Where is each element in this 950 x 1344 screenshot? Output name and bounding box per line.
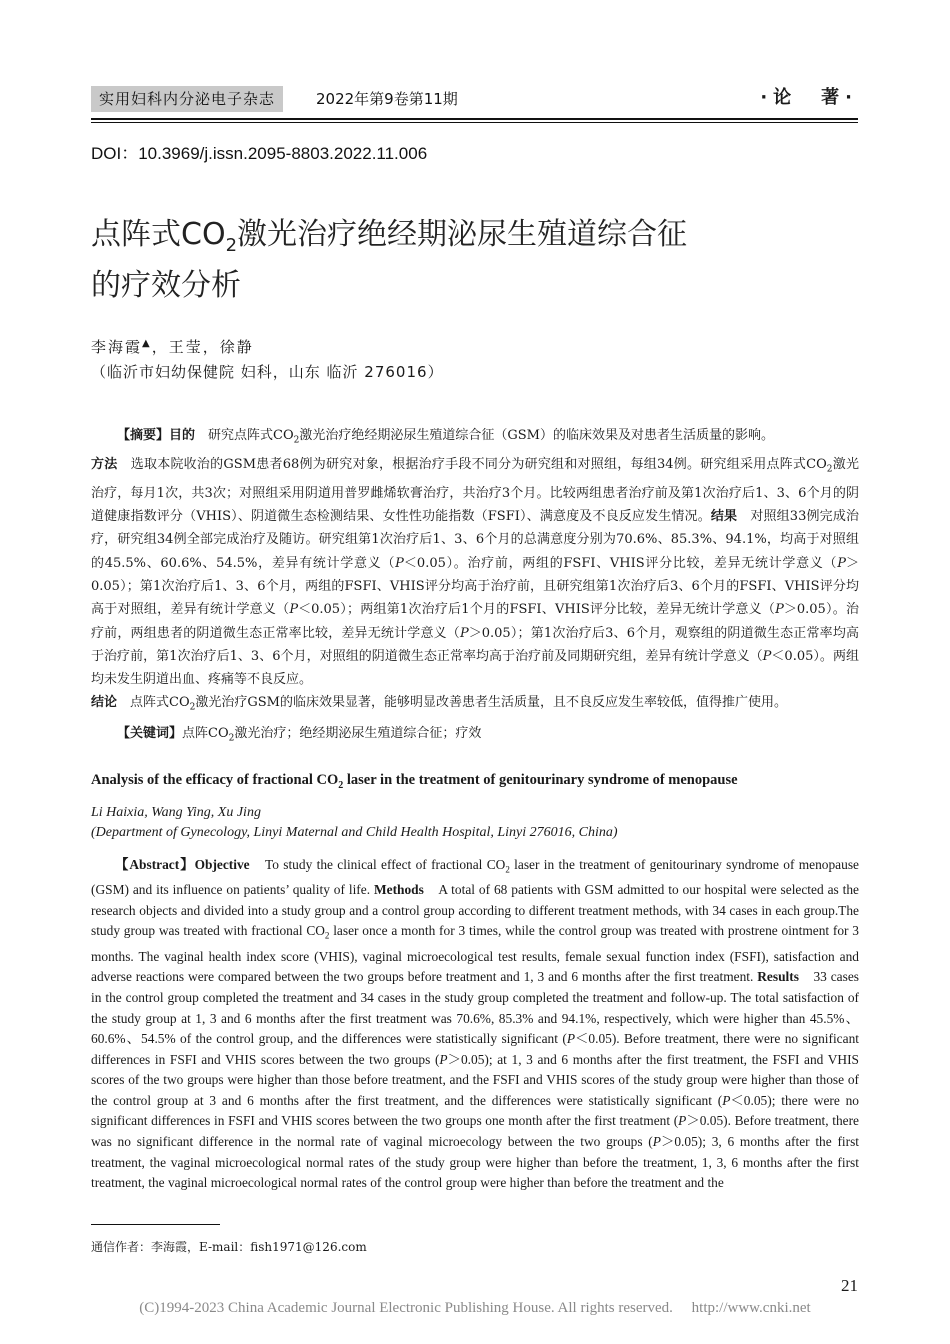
en-title-a: Analysis of the efficacy of fractional CO — [91, 772, 339, 788]
objective-sub: 2 — [293, 435, 300, 446]
copyright-notice: (C)1994-2023 China Academic Journal Electronic Publishing House. All rights reserved. http://www.cnki.net — [139, 1300, 811, 1316]
label-results: 结果 — [710, 509, 738, 525]
english-authors: Li Haixia, Wang Ying, Xu Jing — [91, 805, 261, 820]
results-text-6: ＞0.05）；第1次治疗后3、6个月，观察组的阴道微生态正常率均高于治疗前，第1次治疗后1、3、6个月，对照组的阴道微生态正常率均高于治疗前及同期研究组，差异有统计学意义（ — [91, 625, 859, 664]
label-methods: 方法 — [91, 456, 118, 472]
en-p-symbol: P — [439, 1051, 448, 1067]
corresponding-marker: ▲ — [142, 338, 152, 349]
title-part2: 激光治疗绝经期泌尿生殖道综合征 — [237, 217, 688, 252]
cn-abstract-paragraph — [91, 424, 859, 720]
en-label-abstract: 【Abstract】 — [115, 857, 195, 872]
keywords-text-b: 激光治疗；绝经期泌尿生殖道综合征；疗效 — [234, 726, 482, 742]
english-affiliation: (Department of Gynecology, Linyi Maternal and Child Health Hospital, Linyi 276016, China) — [91, 825, 618, 840]
en-objective-b: laser in the treatment of genitourinary syndrome of menopause (GSM) and its influence on patients’ quality of life. — [91, 857, 859, 898]
en-p-symbol: P — [722, 1092, 731, 1108]
en-results-4: ＜0.05); there were no significant differences in FSFI and VHIS scores between the two groups one month after the first treatment ( — [91, 1092, 860, 1129]
results-text-3: ＞0.05）；第1次治疗后1、3、6个月，两组的FSFI、VHIS评分均高于治疗前，且研究组第1次治疗后3、6个月的FSFI、VHIS评分均高于对照组，差异有统计学意义（ — [91, 555, 859, 618]
conclusion-text-b: 激光治疗GSM的临床效果显著，能够明显改善患者生活质量，且不良反应发生率较低，值得推广使用。 — [195, 695, 787, 711]
title-line2: 的疗效分析 — [91, 268, 241, 303]
affiliation: （临沂市妇幼保健院 妇科，山东 临沂 276016） — [91, 363, 444, 381]
methods-text-b: 激光治疗，每月1次，共3次；对照组采用阴道用普罗雌烯软膏治疗，共治疗3个月。比较两组患者治疗前及第1次治疗后1、3、6个月的阴道健康指数评分（VHIS）、阴道微生态检测结果、女性性功能指数（FSFI）、满意度及不良反应发生情况。 — [91, 456, 859, 525]
header-rule-thick — [91, 118, 858, 120]
objective-text-a: 研究点阵式CO — [195, 428, 294, 443]
en-title-sub: 2 — [338, 779, 344, 791]
results-text-4: ＜0.05）；两组第1次治疗后1个月的FSFI、VHIS评分比较，差异无统计学意义（ — [298, 602, 776, 618]
authors — [91, 336, 254, 357]
en-p-symbol: P — [678, 1113, 687, 1129]
en-label-results: Results — [757, 969, 799, 985]
p-symbol: P — [762, 648, 772, 664]
en-methods-a: A total of 68 patients with GSM admitted to our hospital were selected as the research objects and divided into a study group and a control group according to different treatment methods, with 34 cases in each group.The study group was treated with fractional CO — [91, 882, 860, 939]
label-abstract: 【摘要】 — [117, 428, 170, 443]
en-results-2: ＜0.05). Before treatment, there were no significant differences in FSFI and VHIS scores between the two groups ( — [91, 1031, 859, 1067]
footnote-rule — [91, 1224, 220, 1225]
keywords-text-a: 点阵CO — [182, 726, 229, 742]
results-text-2: ＜0.05）。治疗前，两组的FSFI、VHIS评分比较，差异无统计学意义（ — [403, 555, 838, 571]
english-title — [91, 772, 871, 791]
p-symbol: P — [837, 555, 846, 571]
page-number: 21 — [841, 1276, 858, 1295]
p-symbol: P — [289, 602, 299, 618]
en-results-5: ＞0.05). Before treatment, there was no significant difference in the normal rate of vaginal microecology between the two groups ( — [91, 1113, 859, 1150]
p-symbol: P — [395, 555, 404, 571]
methods-text-a: 选取本院收治的GSM患者68例为研究对象，根据治疗手段不同分为研究组和对照组，每组34例。研究组采用点阵式CO — [117, 456, 827, 472]
en-p-symbol: P — [566, 1031, 576, 1047]
title-subscript: 2 — [225, 235, 238, 256]
en-label-objective: Objective — [194, 857, 250, 872]
corresponding-author-footnote: 通信作者：李海霞，E-mail：fish1971@126.com — [91, 1240, 367, 1254]
label-objective: 目的 — [169, 428, 196, 443]
en-label-methods: Methods — [373, 882, 424, 898]
en-results-6: ＞0.05); 3, 6 months after the first treatment, the vaginal microecological normal rates of the study group were higher than before the treatment, 1, 3, 6 months after the first treatment, the vaginal microecological normal rates of the control group were higher than before the treatment and the — [91, 1134, 860, 1191]
objective-text-b: 激光治疗绝经期泌尿生殖道综合征（GSM）的临床效果及对患者生活质量的影响。 — [299, 428, 774, 443]
article-title — [91, 215, 811, 306]
en-title-b: laser in the treatment of genitourinary syndrome of menopause — [343, 772, 738, 788]
p-symbol: P — [775, 602, 784, 618]
author-first: 李海霞 — [91, 338, 143, 356]
header-rule-thin — [91, 122, 858, 123]
conclusion-text-a: 点阵式CO — [117, 695, 190, 711]
english-abstract — [91, 855, 859, 1194]
methods-sub: 2 — [826, 464, 833, 475]
keywords-sub: 2 — [228, 733, 235, 744]
en-objective-a: To study the clinical effect of fractional CO — [249, 857, 506, 872]
title-part1: 点阵式CO — [91, 217, 226, 252]
label-keywords: 【关键词】 — [117, 726, 183, 742]
author-rest: ，王莹，徐静 — [151, 338, 254, 356]
p-symbol: P — [460, 625, 469, 641]
en-p-symbol: P — [652, 1134, 661, 1150]
results-text-5: ＞0.05）。治疗前，两组患者的阴道微生态正常率比较，差异无统计学意义（ — [91, 602, 859, 641]
en-results-1: 33 cases in the control group completed the treatment and 34 cases in the study group completed the treatment and follow-up. The total satisfaction of the study group at 1, 3 and 6 months after the first treatment was 70.6%, 85.3% and 94.1%, respectively, which were higher than 45.5%、60.6%、54.5% of the control group, and the differences were statistically significant ( — [91, 969, 859, 1047]
chinese-abstract — [91, 424, 859, 751]
journal-name-badge: 实用妇科内分泌电子杂志 — [91, 86, 283, 112]
issue-info: 2022年第9卷第11期 — [316, 90, 458, 108]
en-methods-b: laser once a month for 3 times, while the control group was treated with prostrene ointment for 3 months. The vaginal health index score (VHIS), vaginal microecological test results, female sexual function index (FSFI), satisfaction and adverse reactions were compared between the two groups before treatment and 1, 3 and 6 months after the first treatment. — [91, 923, 859, 985]
cn-keywords — [91, 722, 859, 751]
section-label: ·论 著· — [760, 87, 858, 108]
label-conclusion: 结论 — [91, 695, 118, 711]
en-methods-sub: 2 — [324, 931, 330, 942]
conclusion-sub: 2 — [189, 703, 196, 714]
results-text-7: ＜0.05）。两组均未发生阴道出血、疼痛等不良反应。 — [91, 648, 859, 688]
en-results-3: ＞0.05); at 1, 3 and 6 months after the first treatment, the FSFI and VHIS scores of the two groups were higher than those before treatment, and the FSFI and VHIS scores of the study group were higher than those of the control group at 3 and 6 months after the first treatment, and the differences were statistically significant ( — [91, 1051, 859, 1108]
doi: DOI：10.3969/j.issn.2095-8803.2022.11.006 — [91, 144, 428, 163]
en-objective-sub: 2 — [505, 864, 510, 875]
results-text-1: 对照组33例完成治疗，研究组34例全部完成治疗及随访。研究组第1次治疗后1、3、6个月的总满意度分别为70.6%、85.3%、94.1%，均高于对照组的45.5%、60.6%、54.5%，差异有统计学意义（ — [91, 509, 859, 571]
